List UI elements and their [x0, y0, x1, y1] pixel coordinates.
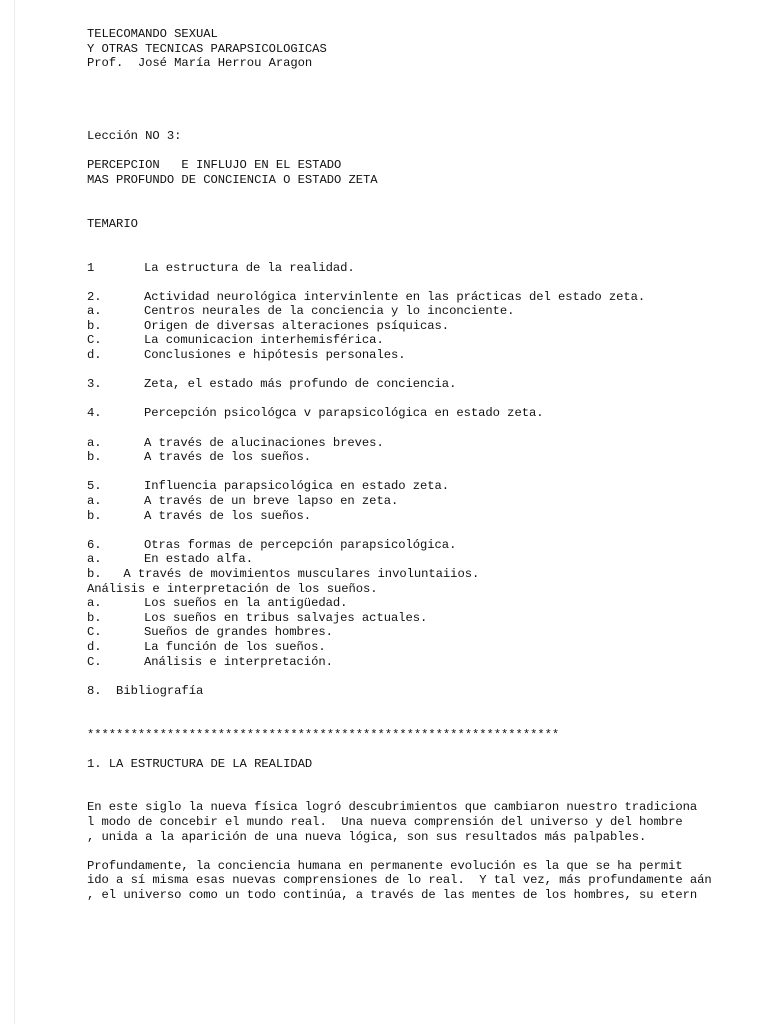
lesson-label: Lección NO 3:: [87, 129, 182, 144]
item-number: a.: [87, 596, 102, 611]
header-title-line-2: Y OTRAS TECNICAS PARAPSICOLOGICAS: [87, 41, 327, 56]
list-item: [87, 304, 737, 319]
item-text: Otras formas de percepción parapsicológica.: [144, 537, 457, 552]
item-number: a.: [87, 435, 102, 450]
list-item: [87, 640, 737, 655]
item-number: a.: [87, 552, 102, 567]
item-number: a.: [87, 494, 102, 509]
page-edge: [14, 0, 15, 1024]
item-number: C.: [87, 333, 102, 348]
item-text: La estructura de la realidad.: [144, 260, 355, 275]
item-text: Influencia parapsicológica en estado zeta.: [144, 479, 450, 494]
list-item: [87, 333, 737, 348]
paragraph: [87, 800, 737, 844]
paragraph-line: , unida a la aparición de una nueva lógica, son sus resultados más palpables.: [87, 829, 647, 844]
temario-list: [87, 261, 737, 699]
item-number: b.: [87, 508, 102, 523]
list-item: b. A través de movimientos musculares involuntaiios.: [87, 566, 480, 581]
list-item: [87, 611, 737, 626]
list-item: [87, 596, 737, 611]
item-text: A través de alucinaciones breves.: [144, 435, 384, 450]
item-number: b.: [87, 610, 102, 625]
item-text: A través de los sueños.: [144, 508, 312, 523]
item-text: A través de los sueños.: [144, 450, 312, 465]
item-text: Conclusiones e hipótesis personales.: [144, 348, 406, 363]
list-item: [87, 655, 737, 670]
paragraph: [87, 859, 737, 903]
document-body: [87, 27, 737, 903]
list-item: [87, 406, 737, 421]
list-item: Análisis e interpretación de los sueños.: [87, 581, 378, 596]
item-number: 6.: [87, 537, 102, 552]
lesson-title-line-2: MAS PROFUNDO DE CONCIENCIA O ESTADO ZETA: [87, 172, 378, 187]
list-item: [87, 348, 737, 363]
item-number: 1: [87, 260, 95, 275]
paragraph-line: En este siglo la nueva física logró descubrimientos que cambiaron nuestro tradiciona: [87, 800, 698, 815]
item-number: b.: [87, 450, 102, 465]
separator-line: *****************************************************************: [87, 727, 560, 742]
item-text: Zeta, el estado más profundo de conciencia.: [144, 377, 457, 392]
document-header: [87, 27, 737, 71]
list-item: [87, 552, 737, 567]
item-text: La comunicacion interhemisférica.: [144, 333, 384, 348]
list-item: [87, 479, 737, 494]
item-number: 2.: [87, 289, 102, 304]
paragraph-line: l modo de concebir el mundo real. Una nueva comprensión del universo y del hombre: [87, 815, 683, 830]
item-text: Los sueños en la antigüedad.: [144, 596, 348, 611]
list-item: [87, 509, 737, 524]
list-item: [87, 436, 737, 451]
item-number: 5.: [87, 479, 102, 494]
item-number: d.: [87, 639, 102, 654]
item-number: d.: [87, 348, 102, 363]
temario-heading: TEMARIO: [87, 216, 138, 231]
list-item: [87, 377, 737, 392]
lesson-title-line-1: PERCEPCION E INFLUJO EN EL ESTADO: [87, 158, 342, 173]
item-number: a.: [87, 304, 102, 319]
paragraph-line: , el universo como un todo continúa, a través de las mentes de los hombres, su etern: [87, 888, 698, 903]
item-text: Análisis e interpretación.: [144, 654, 333, 669]
paragraph-line: ido a sí misma esas nuevas comprensiones de lo real. Y tal vez, más profundamente aán: [87, 873, 712, 888]
list-item: [87, 450, 737, 465]
list-item: [87, 538, 737, 553]
item-text: Origen de diversas alteraciones psíquicas.: [144, 318, 450, 333]
item-text: La función de los sueños.: [144, 639, 326, 654]
header-title-line-1: TELECOMANDO SEXUAL: [87, 27, 218, 41]
item-text: En estado alfa.: [144, 552, 253, 567]
item-text: Sueños de grandes hombres.: [144, 625, 333, 640]
item-number: C.: [87, 625, 102, 640]
item-text: A través de un breve lapso en zeta.: [144, 494, 399, 509]
item-number: b.: [87, 318, 102, 333]
item-number: 4.: [87, 406, 102, 421]
item-number: 3.: [87, 377, 102, 392]
section-heading: 1. LA ESTRUCTURA DE LA REALIDAD: [87, 756, 313, 771]
list-item: [87, 494, 737, 509]
list-item: [87, 290, 737, 305]
paragraph-line: Profundamente, la conciencia humana en permanente evolución es la que se ha permit: [87, 858, 683, 873]
item-text: Los sueños en tribus salvajes actuales.: [144, 610, 428, 625]
item-number: C.: [87, 654, 102, 669]
item-text: Percepción psicológca v parapsicológica en estado zeta.: [144, 406, 544, 421]
list-item: [87, 625, 737, 640]
header-author: Prof. José María Herrou Aragon: [87, 56, 313, 71]
list-item: [87, 261, 737, 276]
item-text: Actividad neurológica intervinlente en las prácticas del estado zeta.: [144, 289, 646, 304]
item-text: Centros neurales de la conciencia y lo inconciente.: [144, 304, 515, 319]
list-item: [87, 319, 737, 334]
list-item: 8. Bibliografía: [87, 683, 204, 698]
